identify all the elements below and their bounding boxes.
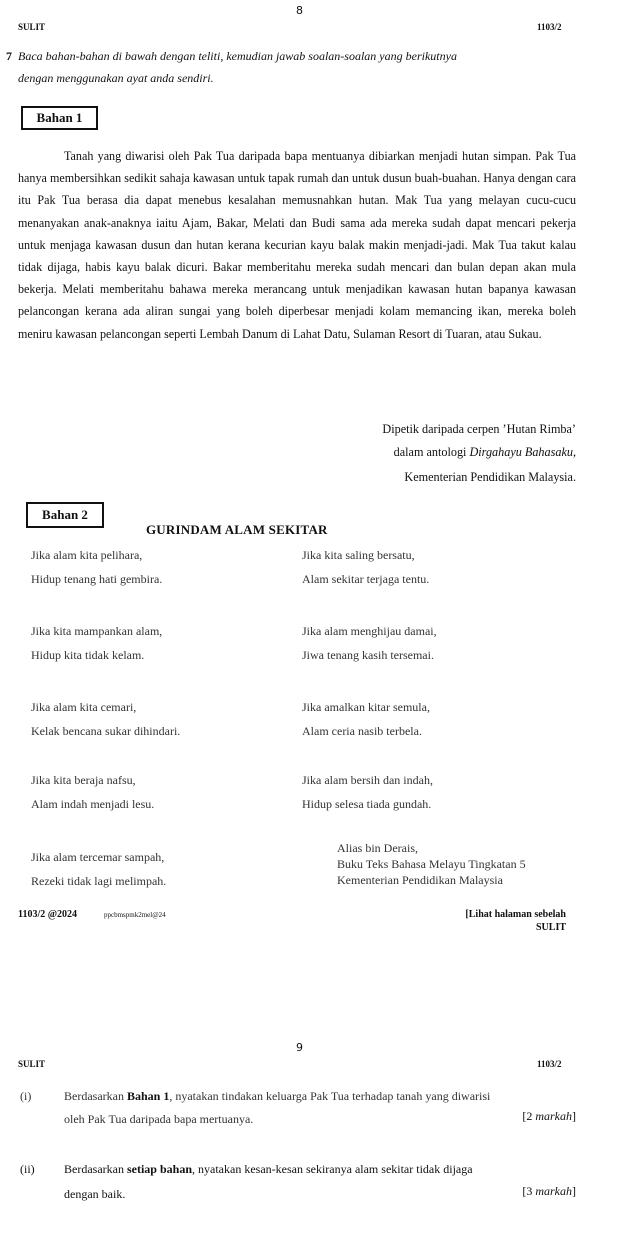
poem-left-line: Hidup tenang hati gembira. [31, 572, 163, 586]
poem-left-line: Rezeki tidak lagi melimpah. [31, 874, 167, 888]
poem-left-line: Jika kita mampankan alam, [31, 624, 163, 638]
poem-left-line: Hidup kita tidak kelam. [31, 648, 145, 662]
question-ii-bold: setiap bahan [126, 1162, 193, 1176]
question-instruction-line2: dengan menggunakan ayat anda sendiri. [18, 71, 214, 85]
question-i-line2: oleh Pak Tua daripada bapa mertuanya. [64, 1112, 254, 1126]
bahan2-source-line2: Kementerian Pendidikan Malaysia [337, 873, 503, 887]
page-number: 9 [296, 1041, 303, 1054]
poem-left-line: Kelak bencana sukar dihindari. [31, 724, 181, 738]
question-ii-line1 [64, 1158, 473, 1180]
bahan2-source-line1: Buku Teks Bahasa Melayu Tingkatan 5 [337, 857, 526, 871]
footer-code: ppcbmspmk2mel@24 [104, 911, 166, 919]
question-i-rest: , nyatakan tindakan keluarga Pak Tua terhadap tanah yang diwarisi [169, 1089, 491, 1103]
question-ii-line2: dengan baik. [64, 1187, 126, 1201]
poem-left-line: Jika alam kita cemari, [31, 700, 137, 714]
question-i-marks [522, 1109, 576, 1124]
bahan2-author: Alias bin Derais, [337, 841, 418, 855]
poem-right-line: Jika kita saling bersatu, [302, 548, 415, 562]
bahan1-source-line1: Dipetik daripada cerpen ’Hutan Rimba’ [382, 422, 576, 436]
question-ii-mark-close: ] [572, 1184, 576, 1198]
header-sulit: SULIT [18, 1059, 46, 1069]
poem-left-line: Alam indah menjadi lesu. [31, 797, 155, 811]
question-ii-label: (ii) [20, 1162, 35, 1176]
poem-right-line: Alam sekitar terjaga tentu. [302, 572, 430, 586]
bahan1-source-title: Dirgahayu Bahasaku, [469, 445, 576, 459]
bahan1-label: Bahan 1 [21, 106, 98, 130]
question-i-line1 [64, 1085, 490, 1107]
question-instruction-line1: Baca bahan-bahan di bawah dengan teliti, kemudian jawab soalan-soalan yang berikutnya [18, 49, 457, 63]
bahan1-source-prefix: dalam antologi [393, 445, 470, 459]
bahan2-label: Bahan 2 [26, 502, 104, 528]
question-i-mark-word: markah [535, 1109, 572, 1123]
question-i-mark-close: ] [572, 1109, 576, 1123]
poem-right-line: Jika alam bersih dan indah, [302, 773, 433, 787]
header-paper-code: 1103/2 [537, 22, 562, 32]
poem-right-line: Jiwa tenang kasih tersemai. [302, 648, 434, 662]
question-ii-prefix: Berdasarkan [64, 1162, 127, 1176]
poem-left-line: Jika kita beraja nafsu, [31, 773, 136, 787]
poem-left-line: Jika alam kita pelihara, [31, 548, 143, 562]
question-i-prefix: Berdasarkan [64, 1089, 127, 1103]
question-ii-marks [522, 1184, 576, 1199]
poem-right-line: Jika amalkan kitar semula, [302, 700, 430, 714]
question-i-label: (i) [20, 1089, 32, 1103]
poem-right-line: Hidup selesa tiada gundah. [302, 797, 432, 811]
bahan1-passage: Tanah yang diwarisi oleh Pak Tua daripada bapa mentuanya dibiarkan menjadi hutan simpan. Pak Tua hanya membersihkan sedikit sahaja kawasan untuk tapak rumah dan untuk dusun buah-buahan. Hanya dengan cara itu Pak Tua berasa dia dapat menebus kesalahan memusnahkan hutan. Mak Tua yang melayan cucu-cucu menanyakan anak-anaknya iaitu Ajam, Bakar, Melati dan Budi sama ada mereka sudah dapat mencari pekerja untuk menjaga kawasan dusun dan hutan kerana kecurian kayu balak makin menjadi-jadi. Mak Tua takut kalau tidak dijaga, habis kayu balak dicuri. Bakar memberitahu mereka sudah mencari dan bulan depan akan mula bekerja. Melati memberitahu bahawa mereka merancang untuk menjadikan kawasan hutan bapanya kawasan pelancongan kerana ada aliran sungai yang boleh diperbesar menjadi kolam memancing ikan, mereka boleh meniru kawasan pelancongan seperti Lembah Danum di Lahat Datu, Sulaman Resort di Tuaran, atau Sukau. [18, 149, 576, 341]
poem-left-line: Jika alam tercemar sampah, [31, 850, 165, 864]
question-ii-rest: , nyatakan kesan-kesan sekiranya alam sekitar tidak dijaga [192, 1162, 473, 1176]
question-i-mark-number: [2 [522, 1109, 536, 1123]
bahan1-source-line3: Kementerian Pendidikan Malaysia. [404, 470, 576, 484]
question-ii-mark-word: markah [535, 1184, 572, 1198]
poem-right-line: Alam ceria nasib terbela. [302, 724, 422, 738]
poem-right-line: Jika alam menghijau damai, [302, 624, 437, 638]
page-number: 8 [296, 4, 303, 17]
question-number: 7 [6, 49, 12, 63]
bahan2-title: GURINDAM ALAM SEKITAR [146, 522, 328, 537]
header-paper-code: 1103/2 [537, 1059, 562, 1069]
footer-sulit: SULIT [535, 922, 566, 933]
footer-next-page: [Lihat halaman sebelah [465, 909, 566, 920]
question-ii-mark-number: [3 [522, 1184, 536, 1198]
bahan1-source-line2 [394, 445, 576, 460]
footer-paper-code: 1103/2 @2024 [18, 909, 78, 920]
header-sulit: SULIT [18, 22, 46, 32]
question-i-bold: Bahan 1 [126, 1089, 170, 1103]
